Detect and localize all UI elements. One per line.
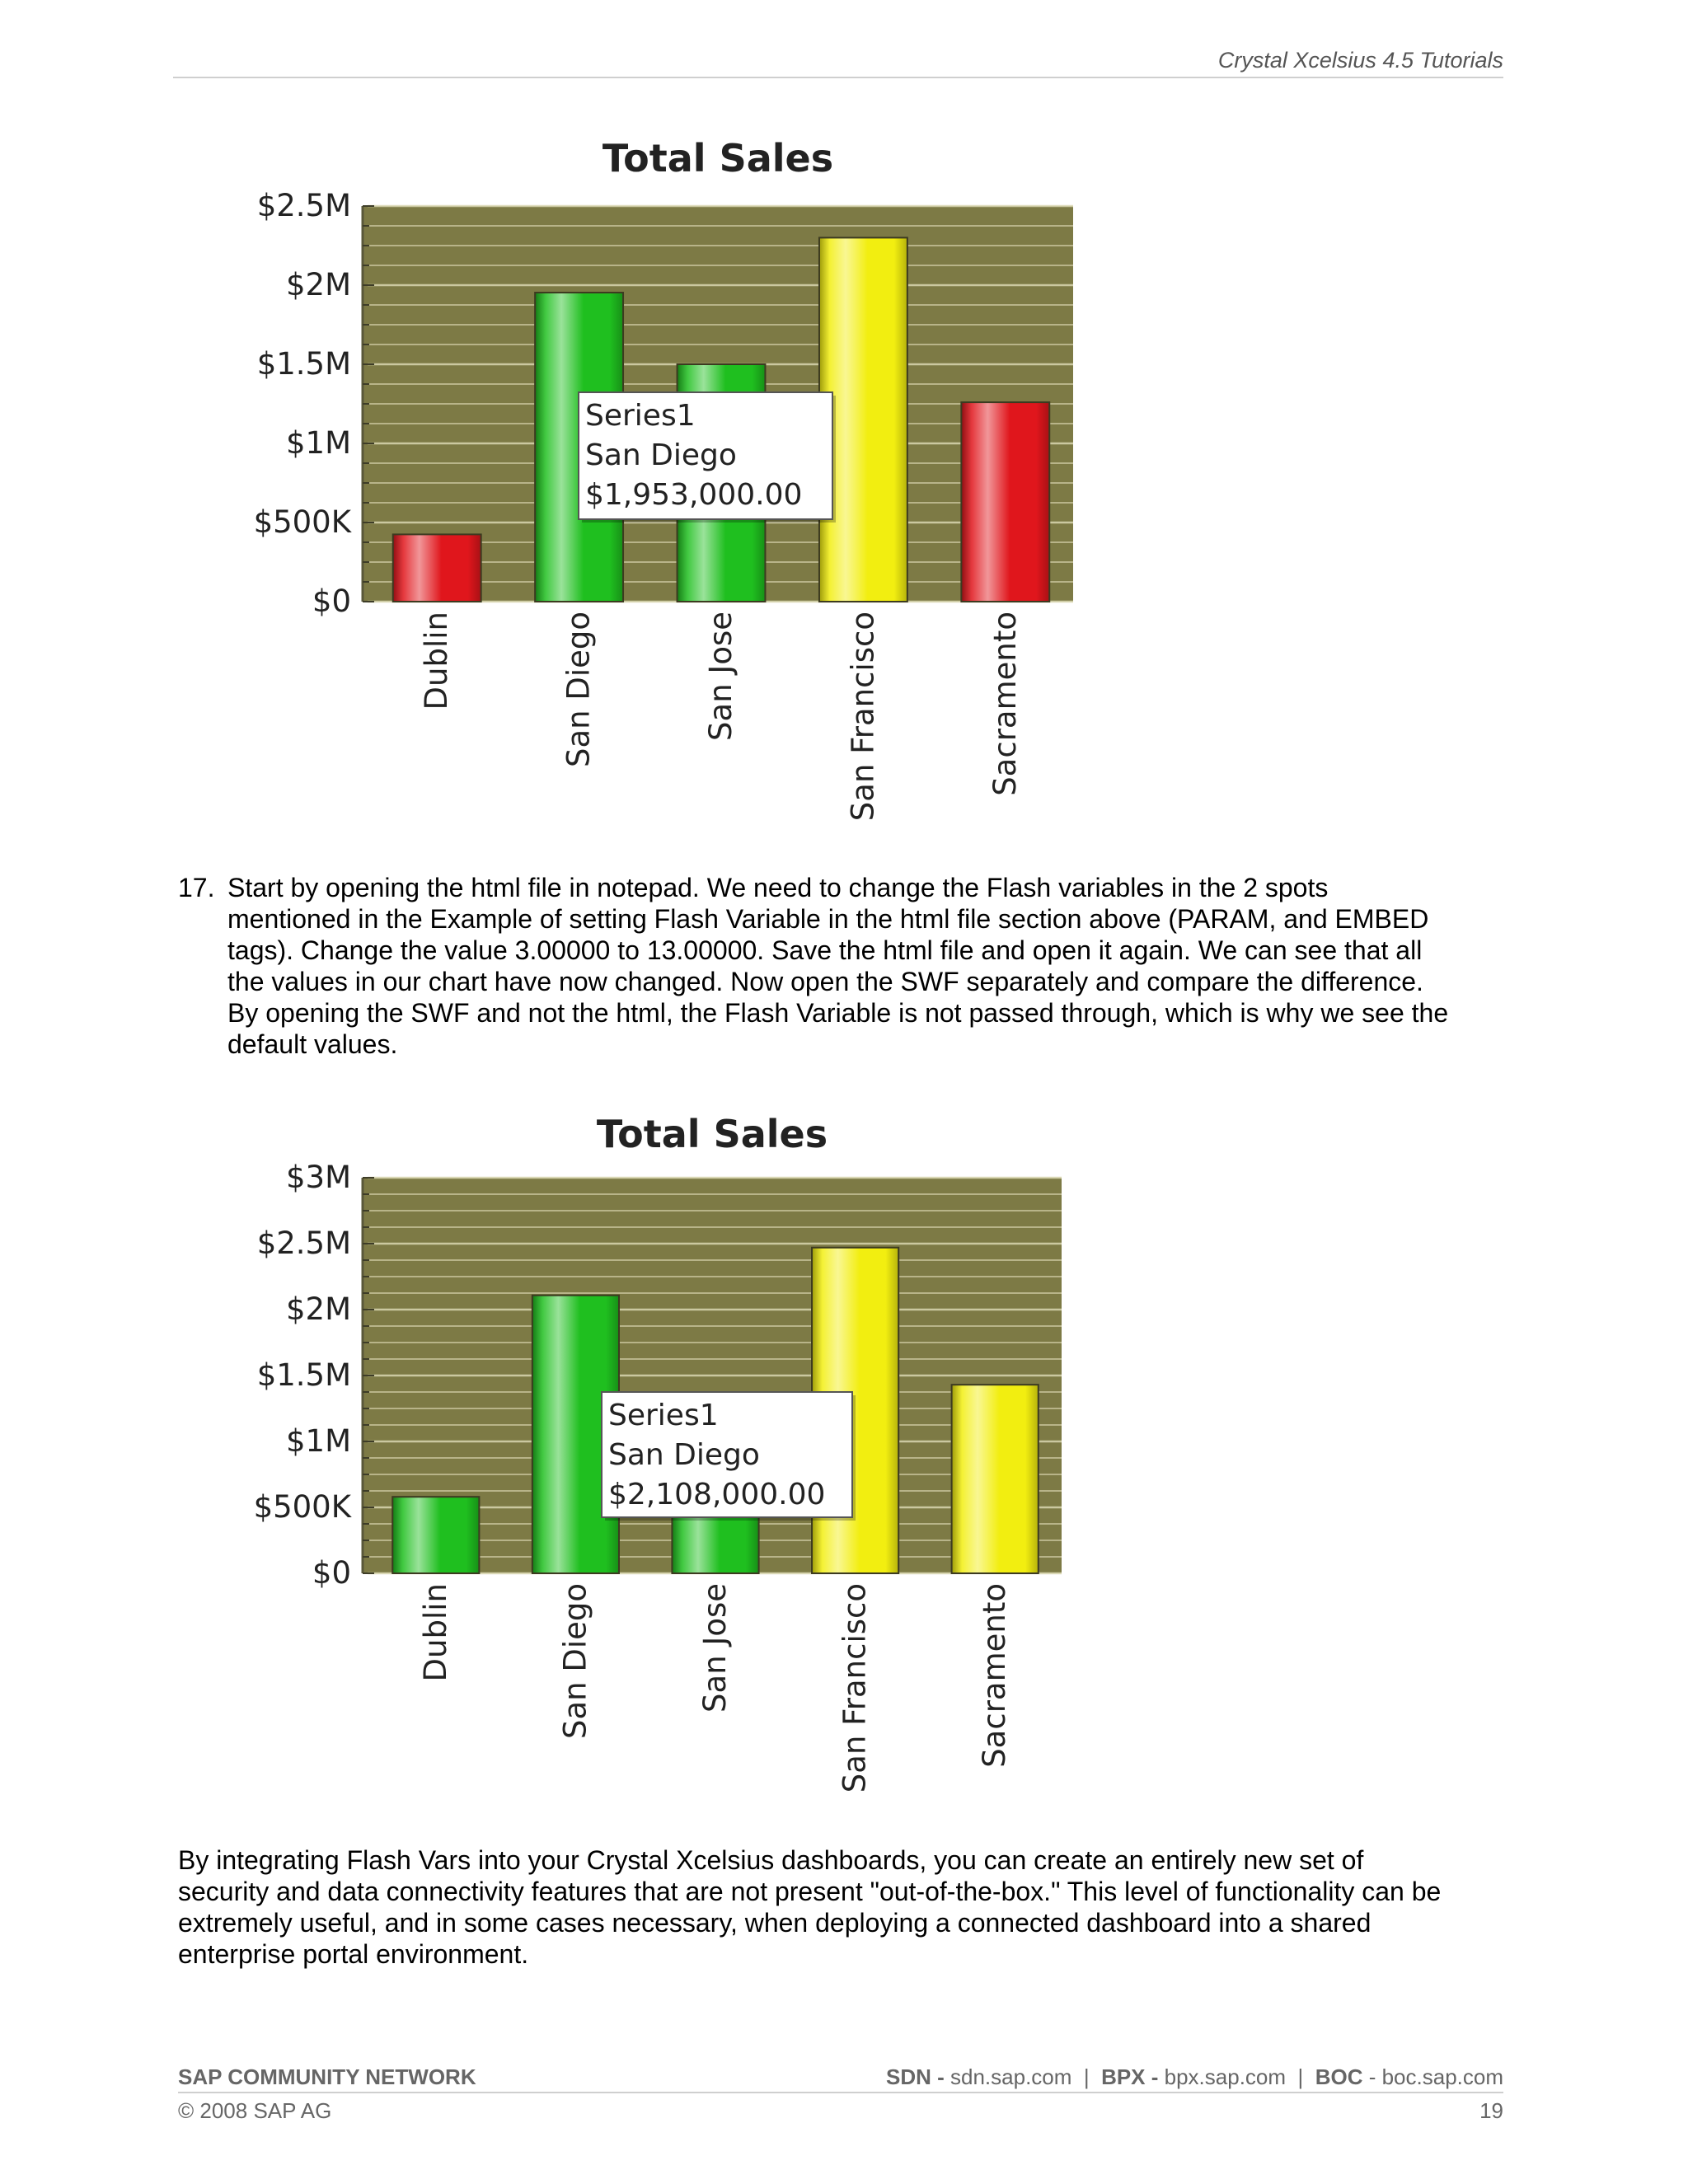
step-17-line: default values.: [227, 1029, 398, 1059]
x-tick-label: San Jose: [703, 612, 738, 741]
header-title: Crystal Xcelsius 4.5 Tutorials: [1217, 48, 1503, 73]
y-tick-label: $2.5M: [256, 1226, 351, 1261]
footer-sdn-label: SDN -: [886, 2064, 950, 2089]
footer-boc-label: BOC: [1315, 2064, 1363, 2089]
y-tick-label: $500K: [253, 1489, 351, 1525]
x-tick-label: Sacramento: [987, 612, 1023, 796]
footer-links: [886, 2064, 1503, 2090]
x-tick-label: Dublin: [417, 1583, 453, 1682]
y-tick-label: $2M: [285, 1291, 351, 1327]
tooltip-line: San Diego: [585, 438, 737, 472]
x-tick-label: San Francisco: [837, 1583, 873, 1793]
footer-network: SAP COMMUNITY NETWORK: [178, 2064, 476, 2089]
footer-sdn-link[interactable]: sdn.sap.com: [950, 2064, 1072, 2089]
footer-bpx-link[interactable]: bpx.sap.com: [1164, 2064, 1287, 2089]
closing-paragraph: [178, 1844, 1513, 1970]
y-tick-label: $1M: [285, 425, 351, 461]
x-tick-label: San Diego: [560, 612, 597, 768]
chart-title: Total Sales: [596, 1112, 828, 1156]
y-tick-label: $0: [312, 583, 351, 619]
header-rule: [173, 77, 1503, 78]
x-tick-label: Sacramento: [977, 1583, 1013, 1768]
tooltip-line: $2,108,000.00: [608, 1478, 826, 1511]
bar-sacramento: [952, 1385, 1039, 1573]
bar-dublin: [393, 534, 481, 602]
y-tick-label: $1.5M: [256, 346, 351, 382]
x-tick-label: San Diego: [557, 1583, 593, 1740]
y-tick-label: $2.5M: [256, 188, 351, 223]
footer-separator: |: [1286, 2064, 1315, 2089]
closing-line: extremely useful, and in some cases necessary, when deploying a connected dashboard into a shared: [178, 1908, 1372, 1938]
closing-line: security and data connectivity features that are not present "out-of-the-box." This level of functionality can be: [178, 1877, 1442, 1906]
y-tick-label: $0: [312, 1555, 351, 1591]
footer-rule: [178, 2092, 1503, 2093]
x-tick-label: Dublin: [419, 612, 455, 710]
bar-sacramento: [961, 402, 1049, 602]
step-17-line: By opening the SWF and not the html, the Flash Variable is not passed through, which is why we see the: [227, 998, 1449, 1028]
x-tick-label: San Jose: [697, 1583, 733, 1713]
y-tick-label: $2M: [285, 267, 351, 302]
step-17-text: [227, 872, 1513, 1060]
total-sales-chart-1: [0, 115, 1154, 824]
footer-copyright: © 2008 SAP AG: [178, 2098, 332, 2123]
page-number: 19: [1479, 2098, 1503, 2123]
y-tick-label: $1.5M: [256, 1357, 351, 1393]
step-number: 17.: [178, 873, 215, 902]
chart-title: Total Sales: [602, 136, 834, 180]
step-17-line: mentioned in the Example of setting Flash Variable in the html file section above (PARAM, and EMBED: [227, 904, 1429, 934]
y-tick-label: $500K: [253, 504, 351, 540]
footer-bpx-label: BPX -: [1101, 2064, 1165, 2089]
y-tick-label: $1M: [285, 1423, 351, 1459]
step-17-line: Start by opening the html file in notepad. We need to change the Flash variables in the 2 spots: [227, 873, 1329, 902]
step-17-line: tags). Change the value 3.00000 to 13.00000. Save the html file and open it again. We can see that all: [227, 935, 1423, 965]
footer-boc-link[interactable]: - boc.sap.com: [1362, 2064, 1503, 2089]
closing-line: enterprise portal environment.: [178, 1939, 529, 1969]
tooltip-line: Series1: [608, 1399, 719, 1432]
step-17-line: the values in our chart have now changed. Now open the SWF separately and compare the difference.: [227, 967, 1423, 996]
tooltip-line: Series1: [585, 399, 696, 433]
tooltip-line: San Diego: [608, 1438, 760, 1472]
y-tick-label: $3M: [285, 1160, 351, 1195]
bar-dublin: [392, 1497, 479, 1573]
total-sales-chart-2: [0, 1092, 1154, 1801]
x-tick-label: San Francisco: [845, 612, 881, 822]
tooltip-line: $1,953,000.00: [585, 478, 803, 512]
footer-separator: |: [1071, 2064, 1102, 2089]
closing-line: By integrating Flash Vars into your Crystal Xcelsius dashboards, you can create an entirely new set of: [178, 1845, 1364, 1875]
